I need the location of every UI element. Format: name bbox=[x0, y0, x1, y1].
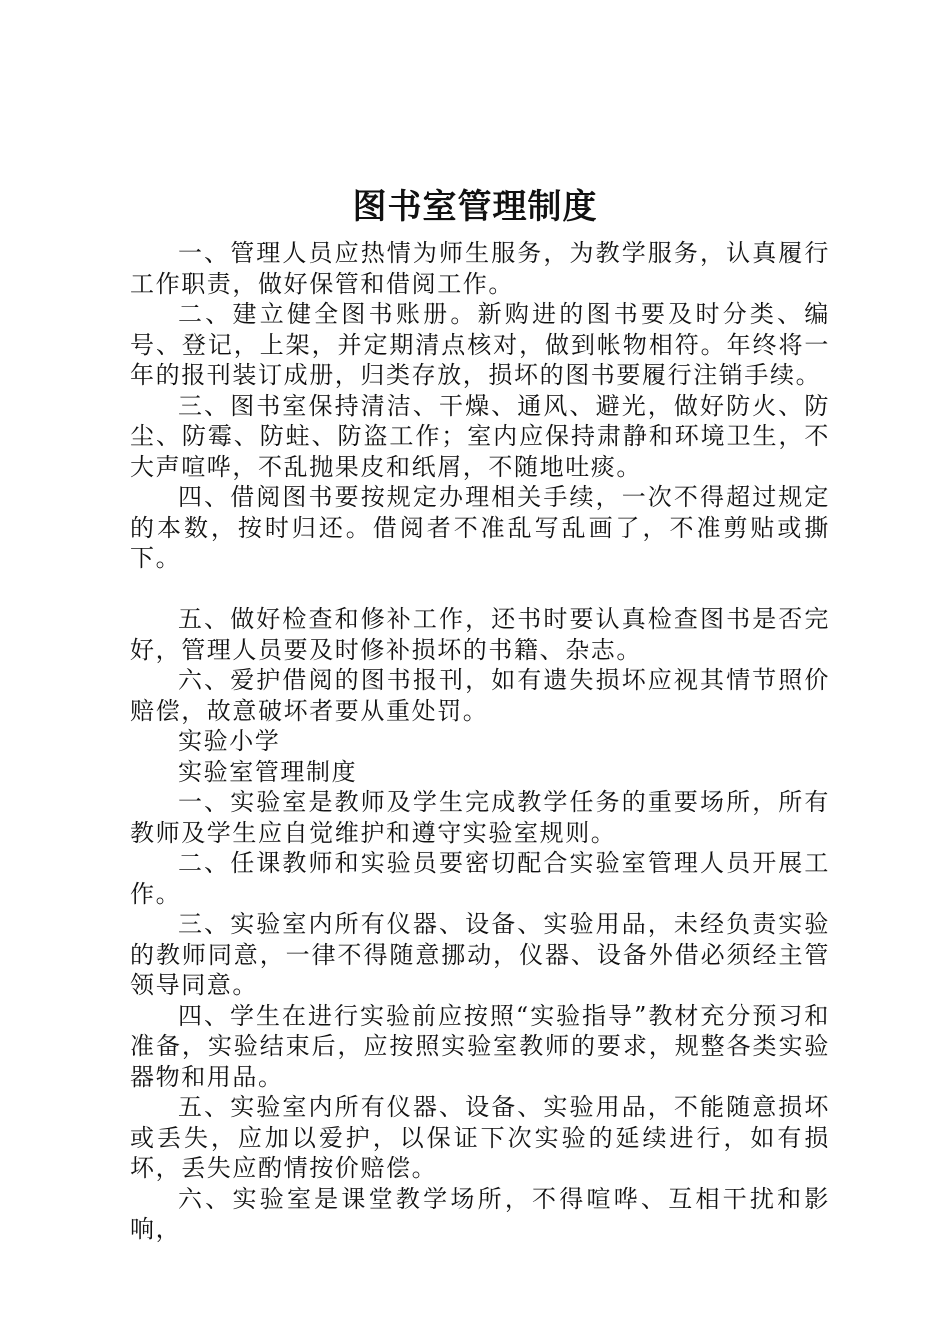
page-title: 图书室管理制度 bbox=[352, 187, 598, 227]
library-rule-6: 六、爱护借阅的图书报刊，如有遗失损坏应视其情节照价赔偿，故意破坏者要从重处罚。 bbox=[130, 666, 830, 725]
lab-rule-1: 一、实验室是教师及学生完成教学任务的重要场所，所有教师及学生应自觉维护和遵守实验室规则。 bbox=[130, 788, 830, 847]
document-body bbox=[130, 238, 830, 1245]
library-rule-5: 五、做好检查和修补工作，还书时要认真检查图书是否完好，管理人员要及时修补损坏的书籍、杂志。 bbox=[130, 605, 830, 664]
paragraph-gap bbox=[130, 574, 830, 605]
lab-rule-3: 三、实验室内所有仪器、设备、实验用品，未经负责实验的教师同意，一律不得随意挪动，仪器、设备外借必须经主管领导同意。 bbox=[130, 910, 830, 999]
library-rule-4: 四、借阅图书要按规定办理相关手续，一次不得超过规定的本数，按时归还。借阅者不准乱写乱画了，不准剪贴或撕下。 bbox=[130, 483, 830, 572]
library-rule-3: 三、图书室保持清洁、干燥、通风、避光，做好防火、防尘、防霉、防蛀、防盗工作；室内应保持肃静和环境卫生，不大声喧哗，不乱抛果皮和纸屑，不随地吐痰。 bbox=[130, 391, 830, 481]
lab-section-title: 实验室管理制度 bbox=[178, 757, 358, 786]
library-rule-1: 一、管理人员应热情为师生服务，为教学服务，认真履行工作职责，做好保管和借阅工作。 bbox=[130, 239, 830, 298]
school-name: 实验小学 bbox=[178, 727, 281, 755]
lab-rule-6: 六、实验室是课堂教学场所，不得喧哗、互相干扰和影响， bbox=[130, 1184, 830, 1243]
library-rule-2: 二、建立健全图书账册。新购进的图书要及时分类、编号、登记，上架，并定期清点核对，做到帐物相符。年终将一年的报刊装订成册，归类存放，损坏的图书要履行注销手续。 bbox=[130, 300, 830, 389]
lab-rule-4: 四、学生在进行实验前应按照“实验指导”教材充分预习和准备，实验结束后，应按照实验室教师的要求，规整各类实验器物和用品。 bbox=[130, 1001, 830, 1091]
lab-rule-2: 二、任课教师和实验员要密切配合实验室管理人员开展工作。 bbox=[130, 849, 830, 908]
lab-rule-5: 五、实验室内所有仪器、设备、实验用品，不能随意损坏或丢失，应加以爱护，以保证下次实验的延续进行，如有损坏，丢失应酌情按价赔偿。 bbox=[130, 1093, 830, 1182]
